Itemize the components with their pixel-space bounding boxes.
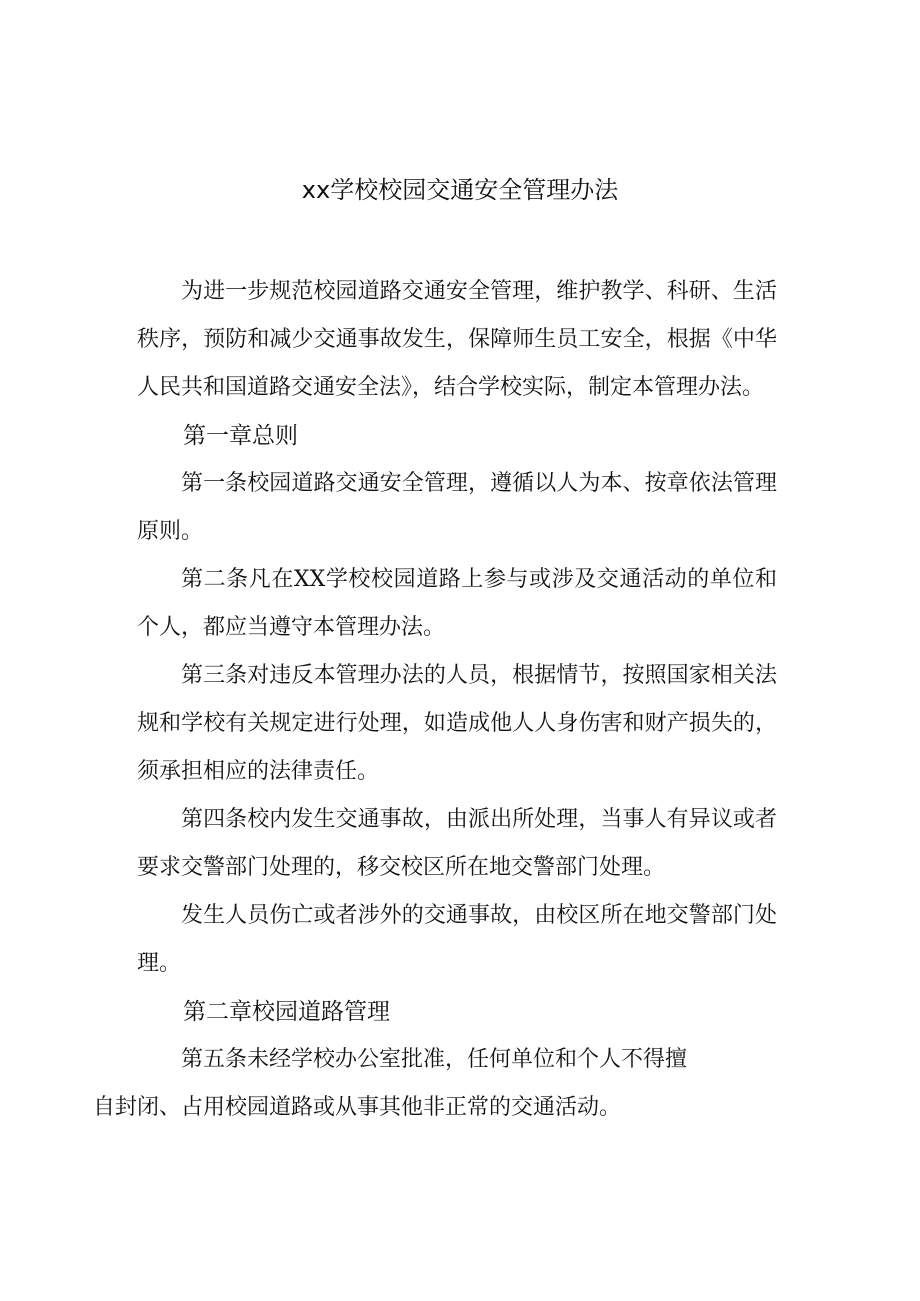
document-body xyxy=(93,268,777,1132)
article-1: 第一条校园道路交通安全管理，遵循以人为本、按章依法管理原则。 xyxy=(137,471,777,544)
article-4: 第四条校内发生交通事故，由派出所处理，当事人有异议或者要求交警部门处理的，移交校区所在地交警部门处理。 xyxy=(137,807,777,880)
article-5-line-2: 自封闭、占用校园道路或从事其他非正常的交通活动。 xyxy=(93,1095,622,1120)
chapter-2-heading: 第二章校园道路管理 xyxy=(183,999,390,1025)
chapter-1-heading: 第一章总则 xyxy=(183,423,298,449)
article-2: 第二条凡在XX学校校园道路上参与或涉及交通活动的单位和个人，都应当遵守本管理办法。 xyxy=(137,567,777,640)
article-4-continuation: 发生人员伤亡或者涉外的交通事故，由校区所在地交警部门处理。 xyxy=(137,903,777,976)
article-5 xyxy=(93,1036,777,1132)
document-title: xx学校校园交通安全管理办法 xyxy=(301,176,619,204)
article-3: 第三条对违反本管理办法的人员，根据情节，按照国家相关法规和学校有关规定进行处理，如造成他人人身伤害和财产损失的，须承担相应的法律责任。 xyxy=(137,663,777,784)
preamble-paragraph: 为进一步规范校园道路交通安全管理，维护教学、科研、生活秩序，预防和减少交通事故发生，保障师生员工安全，根据《中华人民共和国道路交通安全法》，结合学校实际，制定本管理办法。 xyxy=(137,279,777,400)
article-5-line-1: 第五条未经学校办公室批准，任何单位和个人不得擅 xyxy=(181,1047,688,1072)
